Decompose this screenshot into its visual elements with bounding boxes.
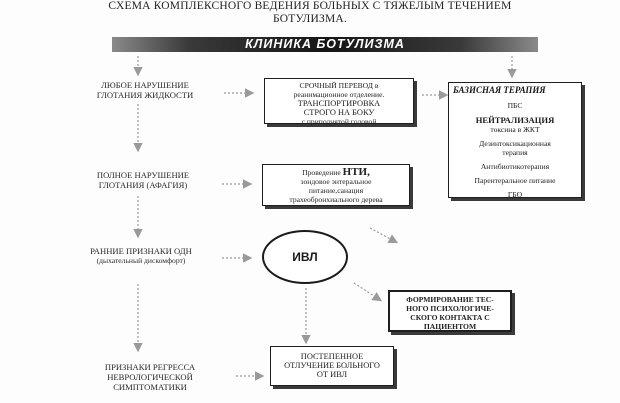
stage-3-line-2: (дыхательный дискомфорт) — [96, 256, 186, 265]
nti-line-3: питание,санация — [308, 186, 364, 195]
clinic-banner: КЛИНИКА БОТУЛИЗМА — [112, 37, 538, 52]
ivl-node: ИВЛ — [262, 230, 348, 284]
stage-4-line-2: НЕВРОЛОГИЧЕСКОЙ — [107, 372, 193, 382]
stage-4-line-1: ПРИЗНАКИ РЕГРЕССА — [104, 362, 196, 372]
stage-1-line-1: ЛЮБОЕ НАРУШЕНИЕ — [101, 80, 189, 90]
stage-4-label — [70, 362, 230, 392]
basis-item-detox-sub: терапия — [502, 148, 528, 157]
stage-3-label — [66, 246, 216, 266]
contact-box — [388, 290, 512, 332]
stage-2-line-1: ПОЛНОЕ НАРУШЕНИЕ — [96, 170, 190, 180]
transfer-line-4: СТРОГО НА БОКУ — [303, 108, 375, 117]
basis-item-neutralization-sub: токсина в ЖКТ — [490, 125, 540, 134]
basis-heading: БАЗИСНАЯ ТЕРАПИЯ — [453, 85, 546, 95]
contact-line-4: ПАЦИЕНТОМ — [423, 322, 477, 331]
arrow-nti-to-ivl — [370, 228, 396, 242]
basis-item-pbs: ПБС — [507, 101, 523, 110]
arrow-ivl-to-contact — [354, 283, 380, 300]
weaning-line-3: ОТ ИВЛ — [316, 370, 348, 379]
transfer-line-3: ТРАНСПОРТИРОВКА — [297, 99, 381, 108]
contact-line-1: ФОРМИРОВАНИЕ ТЕС- — [406, 295, 494, 304]
transfer-line-2: реанимационное отделение. — [293, 90, 385, 99]
stage-1-line-2: ГЛОТАНИЯ ЖИДКОСТИ — [96, 90, 194, 100]
transfer-line-5: с приподнятой головой — [301, 117, 377, 126]
title-line-2: БОТУЛИЗМА. — [273, 13, 347, 25]
nti-line-4: трахеобронхиального дерева — [289, 195, 383, 204]
stage-1-label — [70, 80, 220, 100]
stage-2-line-2: ГЛОТАНИЯ (АФАГИЯ) — [98, 180, 188, 190]
nti-box — [262, 164, 410, 206]
nti-line-1b: НТИ, — [342, 166, 370, 178]
stage-4-line-3: СИМПТОМАТИКИ — [113, 382, 187, 392]
nti-line-1a: Проведение — [302, 168, 343, 177]
stage-3-line-1: РАННИЕ ПРИЗНАКИ ОДН — [90, 246, 192, 256]
weaning-line-1: ПОСТЕПЕННОЕ — [300, 352, 364, 361]
transfer-box — [264, 78, 414, 124]
weaning-line-2: ОТЛУЧЕНИЕ БОЛЬНОГО — [284, 361, 380, 370]
basis-item-detox: Дезинтоксикационная — [479, 139, 551, 148]
contact-line-3: СКОГО КОНТАКТА С — [410, 313, 490, 322]
contact-line-2: НОГО ПСИХОЛОГИЧЕ- — [406, 304, 494, 313]
basis-therapy-box — [448, 82, 582, 198]
basis-item-parenteral: Парентеральное питание — [474, 176, 556, 185]
title-line-1: СХЕМА КОМПЛЕКСНОГО ВЕДЕНИЯ БОЛЬНЫХ С ТЯЖЕЛЫМ ТЕЧЕНИЕМ — [108, 0, 512, 12]
basis-item-neutralization: НЕЙТРАЛИЗАЦИЯ — [475, 115, 555, 125]
basis-item-gbo: ГБО — [507, 190, 523, 199]
nti-line-1 — [263, 168, 409, 177]
transfer-line-1: СРОЧНЫЙ ПЕРЕВОД в — [299, 81, 379, 90]
basis-item-antibiotics: Антибиотикотерапия — [480, 162, 550, 171]
stage-2-label — [68, 170, 218, 190]
nti-line-2: зондовое энтеральное — [300, 177, 372, 186]
weaning-box — [270, 346, 394, 386]
